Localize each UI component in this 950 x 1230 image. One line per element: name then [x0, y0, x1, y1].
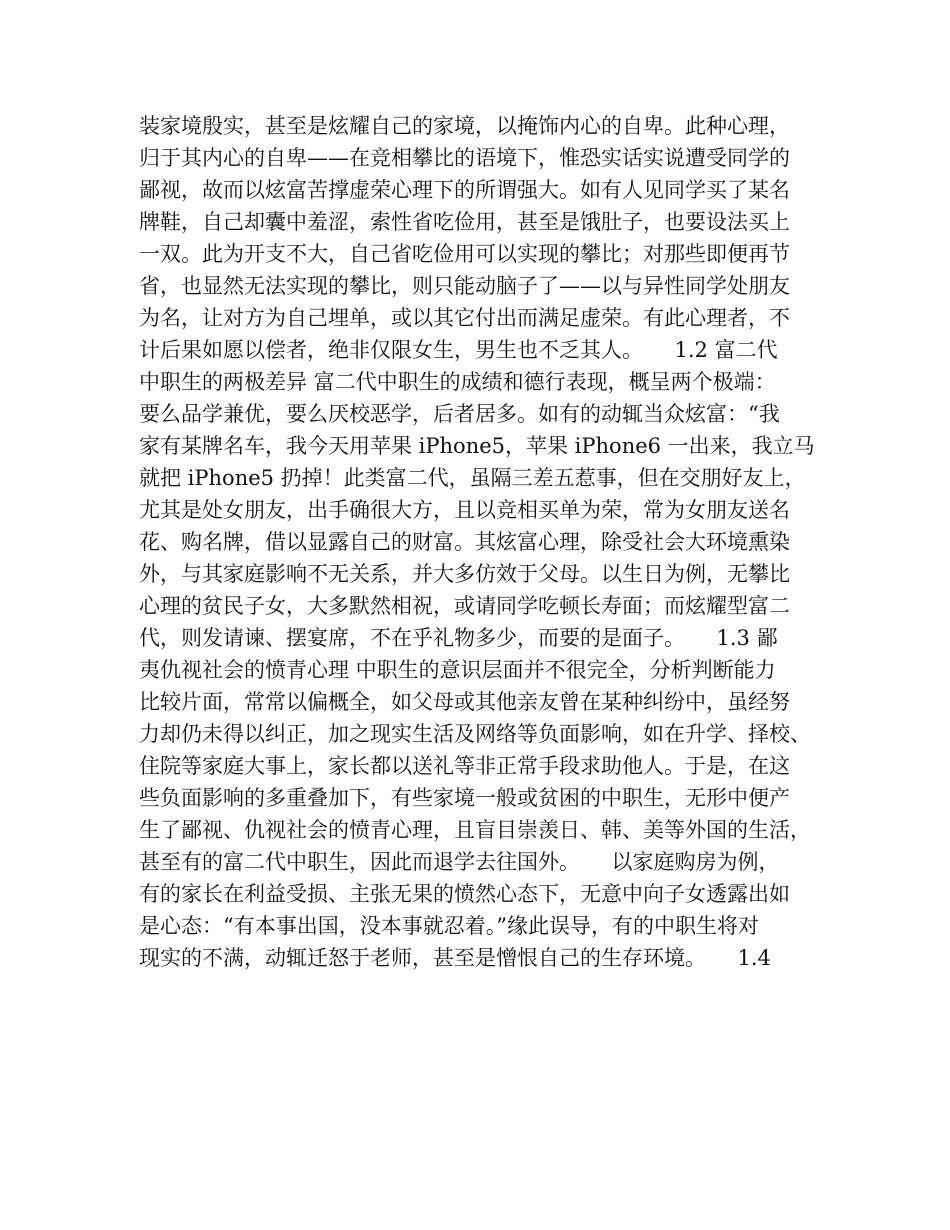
text-line: 装家境殷实，甚至是炫耀自己的家境，以掩饰内心的自卑。此种心理， [139, 114, 790, 138]
text-line: 为名，让对方为自己埋单，或以其它付出而满足虚荣。有此心理者，不 [139, 306, 790, 330]
text-line: 就把 iPhone5 扔掉！此类富二代，虽隔三差五惹事，但在交朋好友上， [139, 466, 806, 490]
text-line: 尤其是处女朋友，出手确很大方，且以竞相买单为荣，常为女朋友送名 [139, 498, 790, 522]
text-line: 代，则发请谏、摆宴席，不在乎礼物多少，而要的是面子。 1.3 鄙 [139, 626, 778, 650]
text-line: 力却仍未得以纠正，加之现实生活及网络等负面影响，如在升学、择校、 [139, 722, 811, 746]
text-line: 要么品学兼优，要么厌校恶学，后者居多。如有的动辄当众炫富：“我 [139, 402, 780, 426]
text-line: 住院等家庭大事上，家长都以送礼等非正常手段求助他人。于是，在这 [139, 754, 790, 778]
text-line: 比较片面，常常以偏概全，如父母或其他亲友曾在某种纠纷中，虽经努 [139, 690, 790, 714]
text-line: 花、购名牌，借以显露自己的财富。其炫富心理，除受社会大环境熏染 [139, 530, 790, 554]
text-line: 中职生的两极差异 富二代中职生的成绩和德行表现，概呈两个极端： [139, 370, 776, 394]
text-line: 计后果如愿以偿者，绝非仅限女生，男生也不乏其人。 1.2 富二代 [139, 338, 778, 362]
text-line: 生了鄙视、仇视社会的愤青心理，且盲目崇羡日、韩、美等外国的生活， [139, 818, 811, 842]
text-line: 鄙视，故而以炫富苦撑虚荣心理下的所谓强大。如有人见同学买了某名 [139, 178, 790, 202]
text-line: 夷仇视社会的愤青心理 中职生的意识层面并不很完全，分析判断能力 [139, 658, 776, 682]
text-line: 有的家长在利益受损、主张无果的愤然心态下，无意中向子女透露出如 [139, 882, 790, 906]
text-line: 一双。此为开支不大，自己省吃俭用可以实现的攀比；对那些即便再节 [139, 242, 790, 266]
text-line: 是心态：“有本事出国，没本事就忍着。”缘此误导，有的中职生将对 [139, 914, 759, 938]
text-line: 牌鞋，自己却囊中羞涩，索性省吃俭用，甚至是饿肚子，也要设法买上 [139, 210, 790, 234]
text-line: 外，与其家庭影响不无关系，并大多仿效于父母。以生日为例，无攀比 [139, 562, 790, 586]
body-text [139, 110, 829, 974]
text-line: 归于其内心的自卑——在竞相攀比的语境下，惟恐实话实说遭受同学的 [139, 146, 790, 170]
text-line: 些负面影响的多重叠加下，有些家境一般或贫困的中职生，无形中便产 [139, 786, 790, 810]
text-line: 甚至有的富二代中职生，因此而退学去往国外。 以家庭购房为例， [139, 850, 780, 874]
text-line: 现实的不满，动辄迁怒于老师，甚至是憎恨自己的生存环境。 1.4 [139, 946, 771, 970]
text-line: 省，也显然无法实现的攀比，则只能动脑子了——以与异性同学处朋友 [139, 274, 790, 298]
text-line: 心理的贫民子女，大多默然相祝，或请同学吃顿长寿面；而炫耀型富二 [139, 594, 790, 618]
text-line: 家有某牌名车，我今天用苹果 iPhone5，苹果 iPhone6 一出来，我立马 [139, 434, 815, 458]
